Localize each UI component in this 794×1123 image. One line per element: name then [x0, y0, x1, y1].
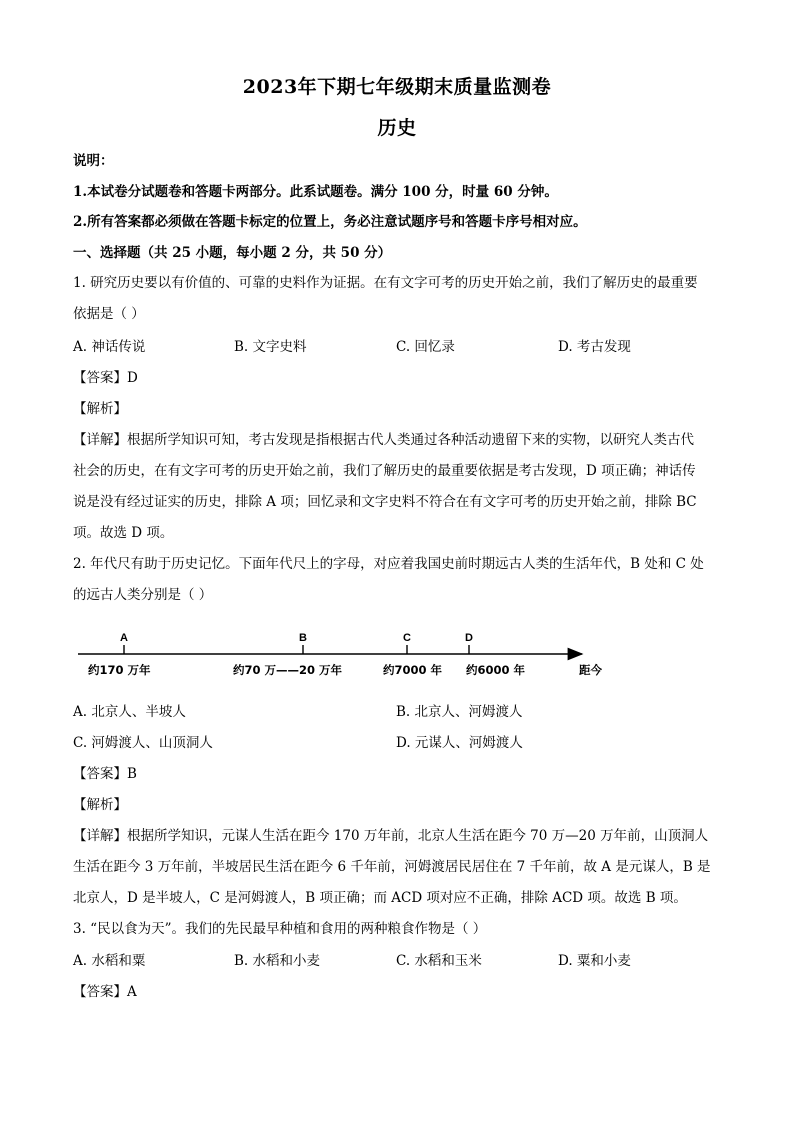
q2-analysis-label: 【解析】: [73, 797, 127, 813]
q1-detail-line4: 项。故选 D 项。: [73, 525, 174, 541]
instruction-item-2: 2.所有答案都必须做在答题卡标定的位置上，务必注意试题序号和答题卡序号相对应。: [73, 214, 587, 230]
exam-title: 2023年下期七年级期末质量监测卷: [242, 76, 552, 98]
timeline-letter-c: C: [403, 632, 411, 644]
q2-option-d: D. 元谋人、河姆渡人: [396, 735, 523, 751]
q2-option-a: A. 北京人、半坡人: [73, 704, 186, 720]
timeline-letter-d: D: [465, 632, 473, 644]
q2-detail-line3: 北京人，D 是半坡人，C 是河姆渡人，B 项正确；而 ACD 项对应不正确，排除 ACD 项。故选 B 项。: [73, 890, 687, 906]
subject-title: 历史: [377, 117, 417, 139]
timeline-end-label: 距今: [579, 663, 602, 677]
timeline-letter-a: A: [120, 632, 128, 644]
q2-stem-line2: 的远古人类分别是（ ）: [73, 587, 213, 603]
q2-option-b: B. 北京人、河姆渡人: [396, 704, 523, 720]
q3-option-a: A. 水稻和粟: [73, 953, 146, 969]
q3-stem-line1: 3. “民以食为天”。我们的先民最早种植和食用的两种粮食作物是（ ）: [73, 921, 487, 937]
timeline-label-a: 约170 万年: [88, 663, 151, 677]
q3-option-b: B. 水稻和小麦: [234, 953, 321, 969]
timeline-label-b: 约70 万——20 万年: [233, 663, 343, 677]
instruction-item-1: 1.本试卷分试题卷和答题卡两部分。此系试题卷。满分 100 分，时量 60 分钟。: [73, 184, 558, 200]
q2-answer: 【答案】B: [73, 766, 137, 782]
q2-option-c: C. 河姆渡人、山顶洞人: [73, 735, 213, 751]
section-heading: 一、选择题（共 25 小题，每小题 2 分，共 50 分）: [73, 245, 392, 261]
q1-analysis-label: 【解析】: [73, 401, 127, 417]
timeline-letter-b: B: [299, 632, 307, 644]
timeline-label-d: 约6000 年: [466, 663, 526, 677]
q1-option-a: A. 神话传说: [73, 339, 146, 355]
q3-option-c: C. 水稻和玉米: [396, 953, 482, 969]
q2-stem-line1: 2. 年代尺有助于历史记忆。下面年代尺上的字母，对应着我国史前时期远古人类的生活年代，B 处和 C 处: [73, 556, 704, 572]
q1-option-d: D. 考古发现: [558, 339, 631, 355]
q1-answer: 【答案】D: [73, 370, 138, 386]
q1-option-b: B. 文字史料: [234, 339, 307, 355]
q2-detail-line1: 【详解】根据所学知识，元谋人生活在距今 170 万年前，北京人生活在距今 70 万—20 万年前，山顶洞人: [73, 828, 709, 844]
q3-answer: 【答案】A: [73, 984, 137, 1000]
q2-detail-line2: 生活在距今 3 万年前，半坡居民生活在距今 6 千年前，河姆渡居民居住在 7 千年前，故 A 是元谋人，B 是: [73, 859, 711, 875]
q1-option-c: C. 回忆录: [396, 339, 455, 355]
q1-stem-line2: 依据是（ ）: [73, 306, 145, 322]
q1-stem-line1: 1. 研究历史要以有价值的、可靠的史料作为证据。在有文字可考的历史开始之前，我们了解历史的最重要: [73, 275, 698, 291]
q1-detail-line1: 【详解】根据所学知识可知，考古发现是指根据古代人类通过各种活动遗留下来的实物，以研究人类古代: [73, 432, 694, 448]
q3-option-d: D. 粟和小麦: [558, 953, 631, 969]
instructions-label: 说明：: [73, 153, 114, 169]
timeline-label-c: 约7000 年: [383, 663, 443, 677]
q1-detail-line3: 说是没有经过证实的历史，排除 A 项；回忆录和文字史料不符合在有文字可考的历史开始之前，排除 BC: [73, 494, 697, 510]
q1-detail-line2: 社会的历史，在有文字可考的历史开始之前，我们了解历史的最重要依据是考古发现，D 项正确；神话传: [73, 463, 696, 479]
